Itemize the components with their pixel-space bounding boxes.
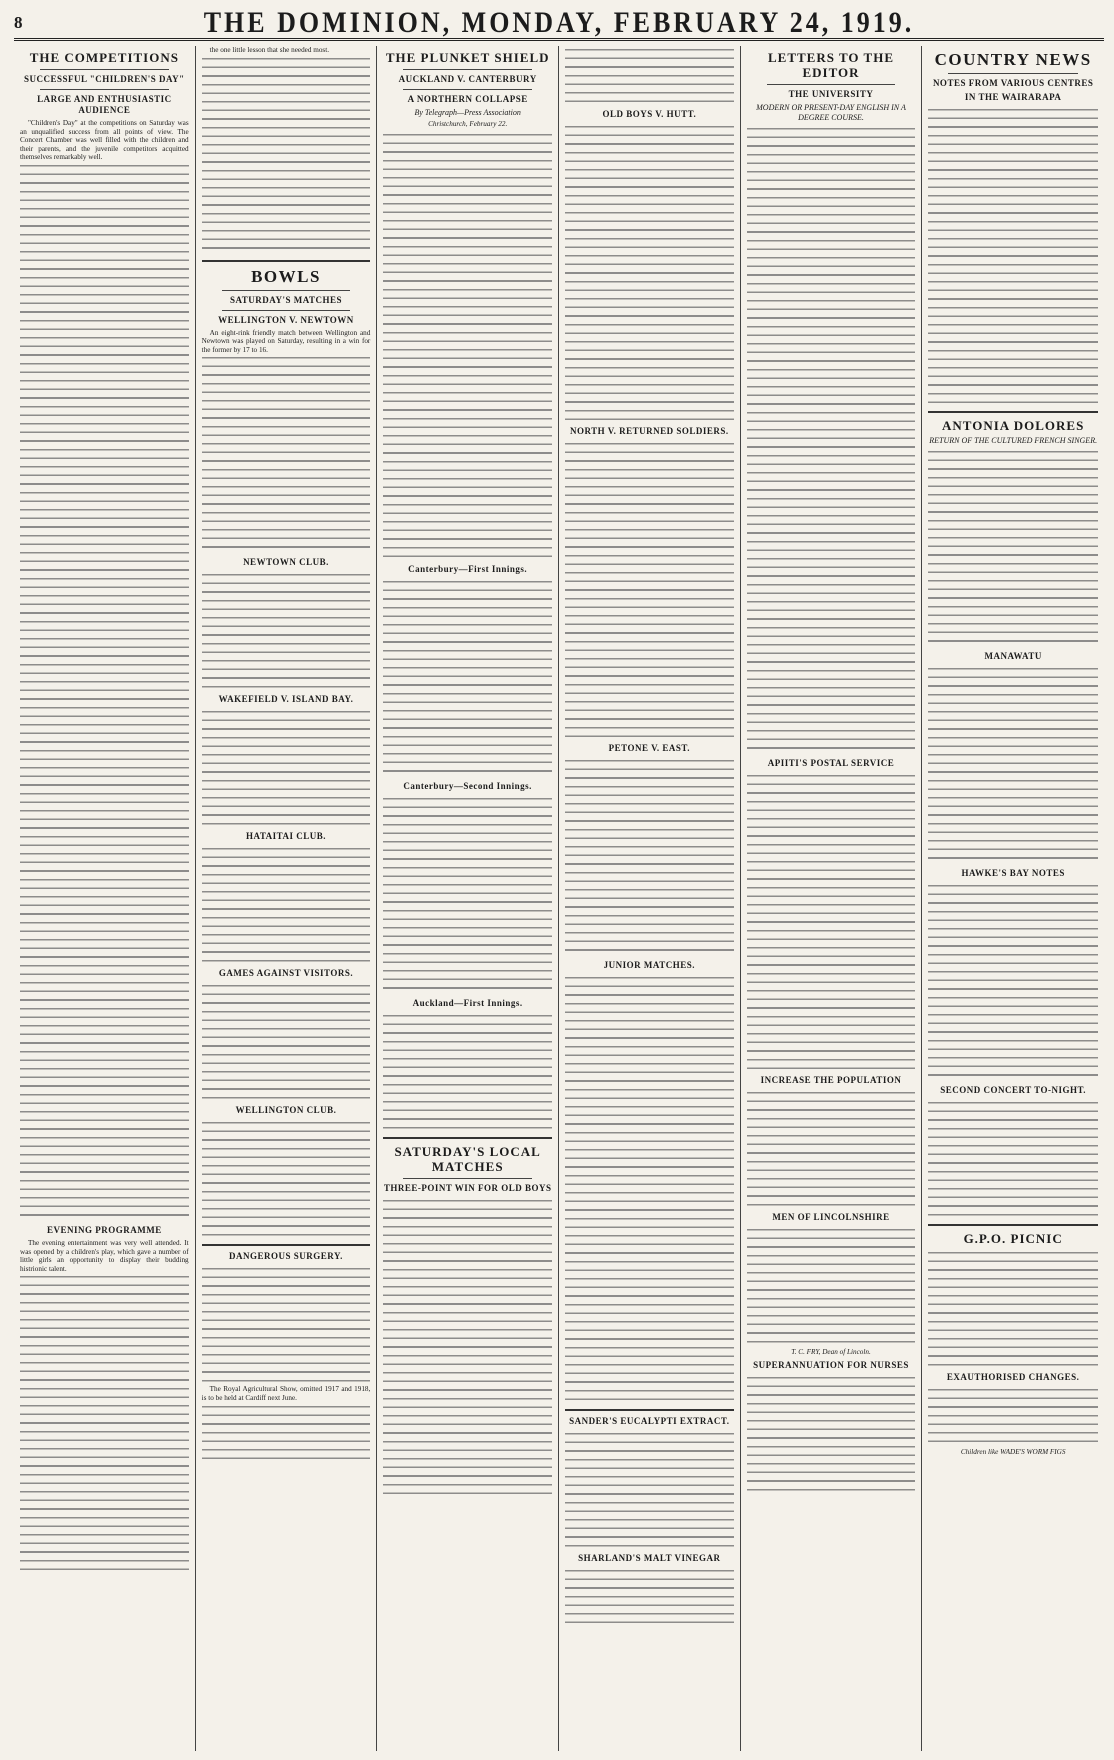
- article-text-block: [928, 106, 1098, 406]
- article-text-block: [928, 448, 1098, 648]
- local-matches-subheading: THREE-POINT WIN FOR OLD BOYS: [383, 1182, 552, 1193]
- dateline: Christchurch, February 22.: [428, 120, 508, 128]
- article-text-block: [202, 982, 371, 1102]
- show-notice: The Royal Agricultural Show, omitted 1917 and 1918, is to be held at Cardiff next June.: [201, 1385, 371, 1402]
- wellington-club-heading: WELLINGTON CLUB.: [235, 1105, 337, 1116]
- competitions-heading: THE COMPETITIONS: [29, 50, 179, 65]
- article-text-block: [20, 1022, 189, 1222]
- article-text-block: [202, 1265, 371, 1385]
- letter-1-heading: THE UNIVERSITY: [788, 89, 874, 99]
- wakefield-heading: WAKEFIELD V. ISLAND BAY.: [218, 694, 354, 705]
- country-news-heading: COUNTRY NEWS: [934, 50, 1092, 69]
- article-text-block: [20, 162, 189, 592]
- manawatu-heading: MANAWATU: [984, 651, 1042, 661]
- article-text-block: [747, 555, 916, 755]
- plunket-subheading: AUCKLAND V. CANTERBURY: [398, 74, 537, 84]
- page-number: 8: [14, 13, 23, 32]
- hataitai-heading: HATAITAI CLUB.: [245, 831, 326, 842]
- article-text-block: [202, 1119, 371, 1239]
- article-text-block: [747, 1089, 916, 1209]
- newspaper-page: [14, 5, 1104, 1753]
- advertisement-text: [565, 1430, 734, 1550]
- article-text-block: [565, 974, 734, 1404]
- letter-3-heading: MEN OF LINCOLNSHIRE: [772, 1212, 890, 1222]
- competitions-intro: "Children's Day" at the competitions on Saturday was an unqualified success from all points of view. The Concert Chamber was well filled with the children and their parents, and the juvenile competitors acquitted themselves remarkably well.: [20, 119, 189, 162]
- hawkes-bay-heading: HAWKE'S BAY NOTES: [961, 868, 1065, 878]
- score-table: [565, 440, 734, 740]
- article-text-block: [747, 1374, 916, 1494]
- antonia-dolores-heading: ANTONIA DOLORES: [942, 418, 1085, 433]
- article-text-block: [383, 1197, 552, 1497]
- country-news-subheading: NOTES FROM VARIOUS CENTRES: [932, 78, 1094, 88]
- letters-heading: LETTERS TO THE EDITOR: [767, 50, 894, 80]
- masthead: [14, 5, 1104, 41]
- letter-1-subheading: MODERN OR PRESENT-DAY ENGLISH IN A DEGREE COURSE.: [756, 103, 906, 122]
- changes-heading: EXAUTHORISED CHANGES.: [946, 1372, 1080, 1382]
- article-text-block: [202, 1403, 371, 1463]
- article-text-block: [20, 1273, 189, 1573]
- evening-programme-heading: EVENING PROGRAMME: [46, 1224, 162, 1235]
- population-heading: INCREASE THE POPULATION: [760, 1075, 902, 1085]
- article-text-block: [928, 665, 1098, 865]
- column-2: [196, 46, 378, 1751]
- sanders-ad-heading: SANDER'S EUCALYPTI EXTRACT.: [569, 1416, 730, 1426]
- article-text-block: [928, 1099, 1098, 1219]
- article-text-block: [928, 1249, 1098, 1369]
- local-matches-heading: SATURDAY'S LOCAL MATCHES: [394, 1143, 541, 1174]
- article-text-block: [928, 882, 1098, 1082]
- article-text-block: [202, 354, 371, 554]
- worm-figs-ad: Children like WADE'S WORM FIGS: [960, 1448, 1066, 1456]
- letter-2-heading: APIITI'S POSTAL SERVICE: [767, 758, 895, 768]
- newspaper-title: THE DOMINION, MONDAY, FEBRUARY 24, 1919.: [203, 5, 915, 40]
- bowls-match-1: WELLINGTON V. NEWTOWN: [218, 314, 354, 325]
- plunket-subheading-2: A NORTHERN COLLAPSE: [407, 94, 528, 104]
- letter-signature: T. C. FRY, Dean of Lincoln.: [791, 1348, 871, 1356]
- plunket-shield-heading: THE PLUNKET SHIELD: [385, 50, 550, 65]
- advertisement-text: [565, 1567, 734, 1627]
- score-table: [565, 123, 734, 423]
- article-text-block: [202, 845, 371, 965]
- bowls-match-1-text: An eight-rink friendly match between Wellington and Newtown was played on Saturday, resulting in a win for the former by 17 to 16.: [201, 328, 371, 354]
- article-text-block: [747, 772, 916, 1072]
- score-table: [383, 1012, 552, 1132]
- evening-programme-text: The evening entertainment was very well attended. It was opened by a children's play, which gave a number of little girls an opportunity to display their budding histrionic talent.: [20, 1238, 189, 1273]
- article-text-block: [202, 571, 371, 691]
- column-5: [741, 46, 923, 1751]
- columns: [14, 46, 1104, 1751]
- innings-heading-3: Auckland—First Innings.: [412, 997, 523, 1008]
- letter-4-heading: SUPERANNUATION FOR NURSES: [753, 1359, 909, 1370]
- competitions-subheading: SUCCESSFUL "CHILDREN'S DAY": [23, 74, 185, 84]
- article-text-block: [202, 55, 371, 255]
- petone-east-heading: PETONE V. EAST.: [608, 743, 691, 753]
- column-1: [14, 46, 196, 1751]
- article-text-block: [20, 592, 189, 1022]
- antonia-dolores-subheading: RETURN OF THE CULTURED FRENCH SINGER.: [929, 436, 1098, 445]
- gpo-picnic-heading: G.P.O. PICNIC: [963, 1231, 1063, 1246]
- column-3: [377, 46, 559, 1751]
- old-boys-hutt-heading: OLD BOYS V. HUTT.: [602, 109, 697, 119]
- competitions-subheading-2: LARGE AND ENTHUSIASTIC AUDIENCE: [37, 94, 172, 115]
- innings-heading-1: Canterbury—First Innings.: [408, 563, 528, 574]
- newtown-club-heading: NEWTOWN CLUB.: [243, 557, 329, 568]
- article-text-block: [747, 125, 916, 555]
- innings-heading-2: Canterbury—Second Innings.: [403, 780, 532, 791]
- bowls-subheading: SATURDAY'S MATCHES: [229, 294, 343, 305]
- article-text-block: [565, 46, 734, 106]
- continued-text: the one little lesson that she needed most.: [209, 46, 330, 54]
- bowls-heading: BOWLS: [251, 266, 321, 286]
- second-concert-heading: SECOND CONCERT TO-NIGHT.: [940, 1085, 1087, 1095]
- article-text-block: [202, 708, 371, 828]
- sharland-ad-heading: SHARLAND'S MALT VINEGAR: [578, 1553, 721, 1563]
- column-4: [559, 46, 741, 1751]
- byline: By Telegraph—Press Association: [414, 108, 521, 117]
- junior-matches-heading: JUNIOR MATCHES.: [603, 960, 695, 970]
- score-table: [383, 795, 552, 995]
- column-6: [922, 46, 1104, 1751]
- visitors-heading: GAMES AGAINST VISITORS.: [218, 968, 354, 979]
- score-table: [383, 578, 552, 778]
- dangerous-surgery-heading: DANGEROUS SURGERY.: [229, 1251, 343, 1262]
- article-text-block: [928, 1386, 1098, 1446]
- north-soldiers-heading: NORTH V. RETURNED SOLDIERS.: [570, 426, 729, 436]
- score-table: [565, 757, 734, 957]
- article-text-block: [383, 131, 552, 561]
- wairarapa-heading: IN THE WAIRARAPA: [964, 92, 1062, 102]
- article-text-block: [747, 1226, 916, 1346]
